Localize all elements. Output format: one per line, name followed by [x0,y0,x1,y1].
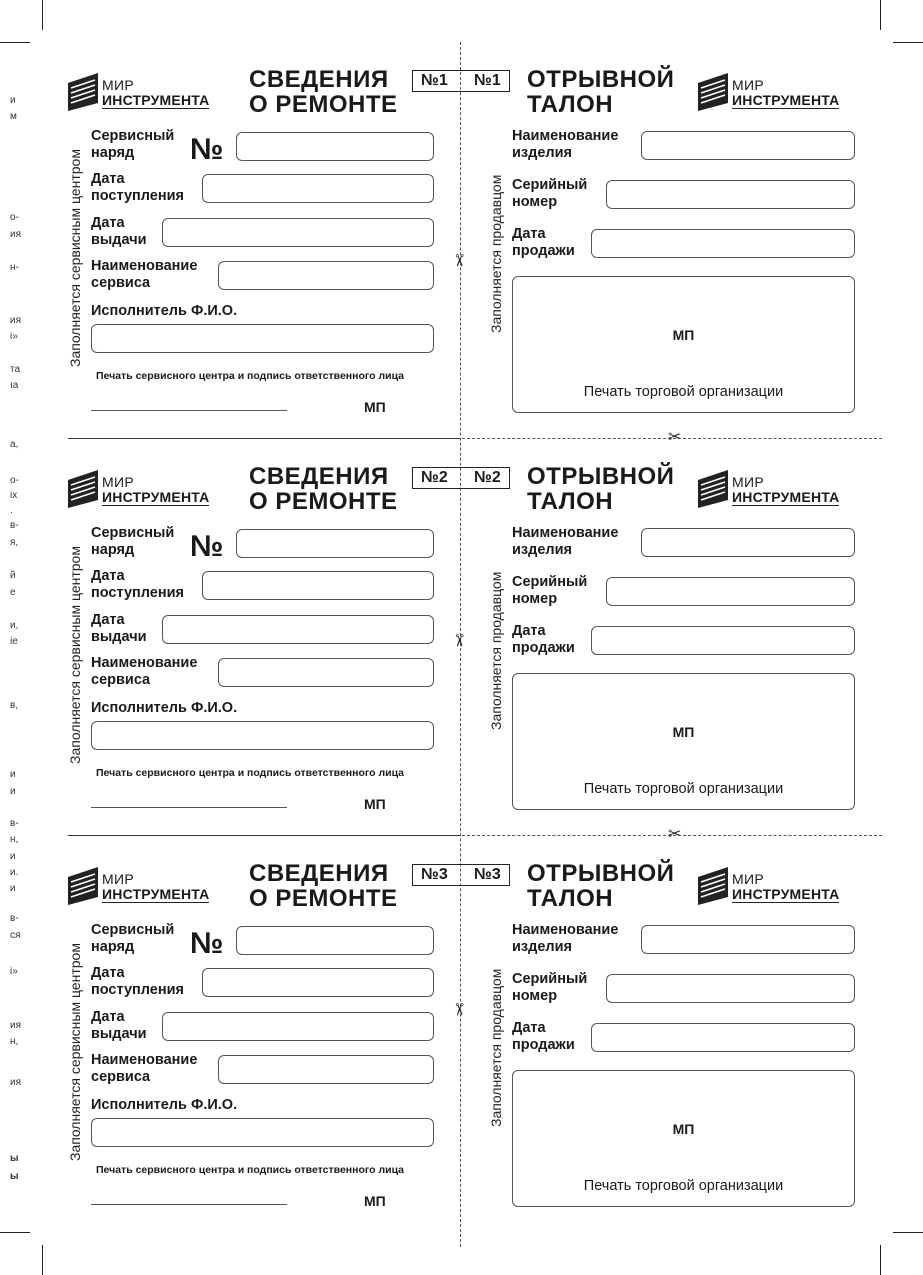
margin-fragment: в- [10,913,19,924]
label-line: поступления [91,982,184,998]
margin-fragment: и, [10,620,19,631]
brand-logo [68,73,228,115]
service-order-field[interactable] [236,529,434,558]
repair-title-line1: СВЕДЕНИЯ [249,66,389,93]
service-center-vertical-label: Заполняется сервисным центром [67,149,83,367]
label-line: продажи [512,640,575,656]
repair-title-line2: О РЕМОНТЕ [249,91,398,118]
section-number-left: №3 [421,866,448,883]
section-number-right: №3 [474,866,501,883]
label-line: изделия [512,145,572,161]
service-name-field[interactable] [218,1055,434,1084]
label-line: сервиса [91,275,151,291]
coupon-title-line2: ТАЛОН [527,91,614,118]
margin-fragment: е [10,587,16,598]
scissors-icon: ✂ [449,633,469,648]
repair-title-line1: СВЕДЕНИЯ [249,860,389,887]
label-line: Наименование [91,655,198,671]
serial-number-label [512,177,587,211]
serial-number-field[interactable] [606,180,855,209]
trade-org-stamp-label: Печать торговой организации [583,1178,784,1194]
margin-fragment: й [10,570,16,581]
repair-section-3 [0,859,923,1256]
signature-line[interactable] [91,1204,287,1205]
logo-line1: МИР [732,474,764,490]
coupon-title-line1: ОТРЫВНОЙ [527,860,675,887]
service-name-field[interactable] [218,658,434,687]
mp-label: МП [364,796,386,812]
label-line: наряд [91,145,135,161]
scissors-icon: ✂ [449,1002,469,1017]
section-number-left: №1 [421,72,448,89]
seller-vertical-label: Заполняется продавцом [488,174,504,333]
trade-org-stamp-label: Печать торговой организации [583,384,784,400]
coupon-title-line2: ТАЛОН [527,885,614,912]
crop-mark [893,42,923,43]
margin-fragment: м [10,111,17,122]
signature-line[interactable] [91,410,287,411]
label-line: Наименование [91,1052,198,1068]
mp-label: МП [672,327,695,343]
coupon-title-line2: ТАЛОН [527,488,614,515]
margin-fragment: ия [10,1020,22,1031]
label-line: Дата [512,1020,546,1036]
mp-label: МП [672,724,695,740]
logo-line2: ИНСТРУМЕНТА [102,92,210,108]
trade-org-stamp-label: Печать торговой организации [583,781,784,797]
logo-line2: ИНСТРУМЕНТА [732,886,840,902]
logo-line2: ИНСТРУМЕНТА [732,92,840,108]
margin-fragment: ия [10,229,22,240]
scissors-icon: ✂ [449,253,469,268]
logo-book-icon [68,867,98,905]
logo-book-icon [698,73,728,111]
label-line: выдачи [91,629,147,645]
margin-fragment: в, [10,700,19,711]
product-name-field[interactable] [641,528,855,557]
margin-fragment: и [10,769,16,780]
label-line: поступления [91,585,184,601]
label-line: выдачи [91,1026,147,1042]
sale-date-label [512,623,575,657]
service-stamp-note: Печать сервисного центра и подпись ответственного лица [96,370,405,382]
received-date-field[interactable] [202,571,434,600]
logo-line2: ИНСТРУМЕНТА [732,489,840,505]
logo-book-icon [698,470,728,508]
number-sign: № [190,530,224,563]
issued-date-label [91,1009,147,1043]
product-name-label [512,525,618,559]
label-line: номер [512,988,558,1004]
margin-fragment: ы [10,1171,19,1182]
received-date-label [91,965,184,999]
label-line: Дата [91,568,125,584]
serial-number-label [512,574,587,608]
service-name-field[interactable] [218,261,434,290]
product-name-field[interactable] [641,131,855,160]
label-line: Наименование [512,525,619,541]
margin-fragment: ия [10,1077,22,1088]
product-name-label [512,922,618,956]
service-name-label [91,655,197,689]
sale-date-field[interactable] [591,229,855,258]
margin-fragment: ы [10,1153,19,1164]
logo-line2: ИНСТРУМЕНТА [102,489,210,505]
margin-fragment: ся [10,930,21,941]
label-line: изделия [512,939,572,955]
serial-number-label [512,971,587,1005]
margin-fragment: и [10,851,16,862]
section-number-box [412,864,510,886]
label-line: Сервисный [91,922,175,938]
margin-fragment: и [10,95,16,106]
margin-fragment: а, [10,439,19,450]
executor-label: Исполнитель Ф.И.О. [91,303,238,319]
executor-field[interactable] [91,324,434,353]
issued-date-field[interactable] [162,615,434,644]
trade-org-stamp-box[interactable] [512,276,855,413]
sale-date-label [512,226,575,260]
margin-fragment: та [10,364,21,375]
margin-fragment: і» [10,331,18,342]
label-line: изделия [512,542,572,558]
mp-label: МП [364,399,386,415]
label-line: Сервисный [91,525,175,541]
serial-number-field[interactable] [606,577,855,606]
issued-date-field[interactable] [162,218,434,247]
sale-date-label [512,1020,575,1054]
logo-line1: МИР [732,871,764,887]
repair-title-line2: О РЕМОНТЕ [249,885,398,912]
margin-fragment: и [10,786,16,797]
crop-mark [0,42,30,43]
logo-line1: МИР [732,77,764,93]
label-line: Дата [91,1009,125,1025]
label-line: наряд [91,939,135,955]
seller-vertical-label: Заполняется продавцом [488,571,504,730]
scissors-icon: ✂ [668,826,682,843]
service-order-label [91,922,174,956]
brand-logo [68,867,228,909]
section-number-box [412,70,510,92]
margin-fragment: о- [10,475,19,486]
margin-fragment: іх [10,490,18,501]
received-date-label [91,568,184,602]
issued-date-field[interactable] [162,1012,434,1041]
label-line: поступления [91,188,184,204]
label-line: Наименование [91,258,198,274]
coupon-title-line1: ОТРЫВНОЙ [527,463,675,490]
label-line: Серийный [512,574,588,590]
serial-number-field[interactable] [606,974,855,1003]
label-line: выдачи [91,232,147,248]
label-line: продажи [512,243,575,259]
trade-org-stamp-box[interactable] [512,1070,855,1207]
label-line: Дата [91,215,125,231]
crop-mark [880,0,881,30]
service-name-label [91,258,197,292]
executor-field[interactable] [91,721,434,750]
section-number-right: №1 [474,72,501,89]
executor-field[interactable] [91,1118,434,1147]
margin-fragment: я, [10,537,19,548]
logo-line1: МИР [102,871,134,887]
label-line: Сервисный [91,128,175,144]
logo-line1: МИР [102,474,134,490]
label-line: наряд [91,542,135,558]
issued-date-label [91,612,147,646]
seller-vertical-label: Заполняется продавцом [488,968,504,1127]
repair-section-1 [0,65,923,462]
service-order-field[interactable] [236,132,434,161]
margin-fragment: в- [10,520,19,531]
signature-line[interactable] [91,807,287,808]
label-line: Дата [91,965,125,981]
service-order-field[interactable] [236,926,434,955]
label-line: Наименование [512,922,619,938]
service-stamp-note: Печать сервисного центра и подпись ответственного лица [96,767,405,779]
margin-fragment: и [10,883,16,894]
margin-fragment: о- [10,212,19,223]
brand-logo [698,470,858,512]
label-line: сервиса [91,672,151,688]
service-order-label [91,525,174,559]
margin-fragment: іе [10,636,18,647]
margin-fragment: . [10,505,13,516]
margin-fragment: и. [10,867,19,878]
crop-mark [42,0,43,30]
service-order-label [91,128,174,162]
section-number-left: №2 [421,469,448,486]
sale-date-field[interactable] [591,1023,855,1052]
brand-logo [698,73,858,115]
margin-fragment: н, [10,834,19,845]
service-stamp-note: Печать сервисного центра и подпись ответственного лица [96,1164,405,1176]
trade-org-stamp-box[interactable] [512,673,855,810]
issued-date-label [91,215,147,249]
product-name-field[interactable] [641,925,855,954]
logo-line1: МИР [102,77,134,93]
number-sign: № [190,927,224,960]
margin-fragment: в- [10,818,19,829]
repair-title-line1: СВЕДЕНИЯ [249,463,389,490]
logo-book-icon [68,470,98,508]
label-line: Дата [91,171,125,187]
label-line: Дата [512,226,546,242]
logo-book-icon [68,73,98,111]
sale-date-field[interactable] [591,626,855,655]
label-line: Дата [91,612,125,628]
service-center-vertical-label: Заполняется сервисным центром [67,546,83,764]
received-date-label [91,171,184,205]
logo-line2: ИНСТРУМЕНТА [102,886,210,902]
margin-fragment: ия [10,315,22,326]
coupon-title-line1: ОТРЫВНОЙ [527,66,675,93]
margin-fragment: н- [10,262,19,273]
repair-section-2 [0,462,923,859]
section-number-right: №2 [474,469,501,486]
mp-label: МП [364,1193,386,1209]
margin-fragment: і» [10,966,18,977]
label-line: Серийный [512,971,588,987]
margin-fragment: н, [10,1036,19,1047]
executor-label: Исполнитель Ф.И.О. [91,700,238,716]
margin-fragment: ıа [10,380,19,391]
service-center-vertical-label: Заполняется сервисным центром [67,943,83,1161]
brand-logo [698,867,858,909]
executor-label: Исполнитель Ф.И.О. [91,1097,238,1113]
label-line: Дата [512,623,546,639]
repair-title-line2: О РЕМОНТЕ [249,488,398,515]
label-line: Серийный [512,177,588,193]
received-date-field[interactable] [202,968,434,997]
section-number-box [412,467,510,489]
label-line: продажи [512,1037,575,1053]
label-line: номер [512,591,558,607]
label-line: сервиса [91,1069,151,1085]
logo-book-icon [698,867,728,905]
number-sign: № [190,133,224,166]
service-name-label [91,1052,197,1086]
received-date-field[interactable] [202,174,434,203]
brand-logo [68,470,228,512]
label-line: номер [512,194,558,210]
product-name-label [512,128,618,162]
scissors-icon: ✂ [668,429,682,446]
label-line: Наименование [512,128,619,144]
mp-label: МП [672,1121,695,1137]
